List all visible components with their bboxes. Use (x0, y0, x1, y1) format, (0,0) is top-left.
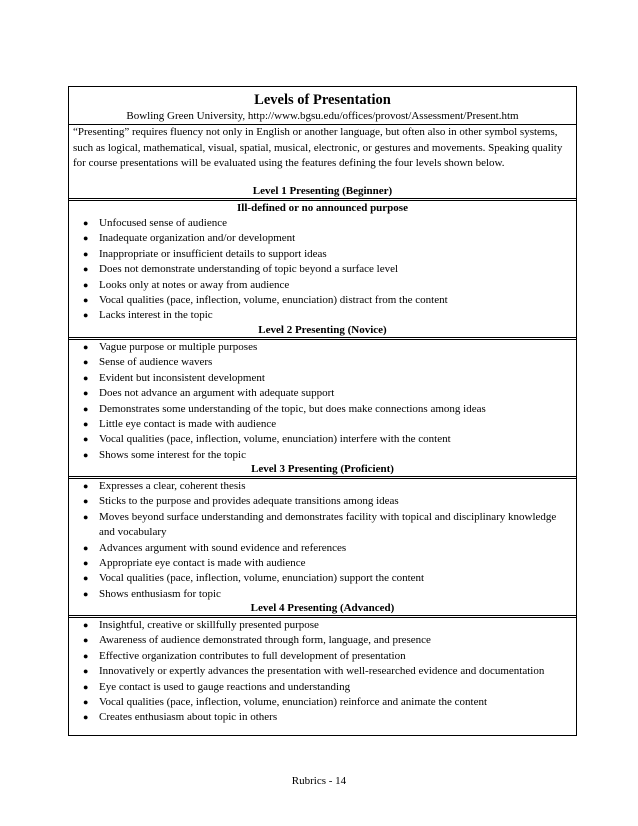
level-3-heading: Level 3 Presenting (Proficient) (251, 463, 394, 475)
bullet-icon: ● (83, 558, 89, 569)
level-1-list (69, 216, 576, 324)
list-item: ● Creates enthusiasm about topic in others (69, 710, 576, 725)
list-item: ● Appropriate eye contact is made with audience (69, 556, 576, 571)
level-1-subheading: Ill-defined or no announced purpose (237, 202, 408, 214)
list-item: ● Eye contact is used to gauge reactions and understanding (69, 680, 576, 695)
bullet-icon: ● (83, 712, 89, 723)
bullet-icon: ● (83, 496, 89, 507)
bullet-icon: ● (83, 357, 89, 368)
list-item: ● Vocal qualities (pace, inflection, volume, enunciation) interfere with the content (69, 432, 576, 447)
bullet-icon: ● (83, 295, 89, 306)
list-item: ● Vocal qualities (pace, inflection, volume, enunciation) support the content (69, 571, 576, 586)
bullet-icon: ● (83, 573, 89, 584)
bullet-icon: ● (83, 388, 89, 399)
level-3-list (69, 479, 576, 602)
list-item: ● Evident but inconsistent development (69, 371, 576, 386)
bullet-icon: ● (83, 403, 89, 414)
bullet-icon: ● (83, 233, 89, 244)
rubric-table (68, 86, 577, 736)
bullet-icon: ● (83, 620, 89, 630)
list-item: ● Does not advance an argument with adequate support (69, 386, 576, 401)
list-item: ● Effective organization contributes to full development of presentation (69, 649, 576, 664)
level-4-list (69, 618, 576, 726)
bullet-icon: ● (83, 218, 89, 228)
bullet-icon: ● (83, 666, 89, 677)
level-1-heading: Level 1 Presenting (Beginner) (252, 185, 393, 197)
intro-paragraph (73, 125, 573, 172)
list-item: ● Sticks to the purpose and provides adequate transitions among ideas (69, 494, 576, 509)
bullet-icon: ● (83, 697, 89, 708)
bullet-icon: ● (83, 264, 89, 275)
list-item: ● Moves beyond surface understanding and demonstrates facility with topical and disciplinary knowledge and vocabulary (83, 510, 557, 539)
list-item: ● Inadequate organization and/or development (69, 231, 576, 246)
list-item: ● Inappropriate or insufficient details to support ideas (69, 247, 576, 262)
source-citation: Bowling Green University, http://www.bgsu.edu/offices/provost/Assessment/Present.htm (126, 110, 519, 122)
bullet-icon: ● (83, 588, 89, 599)
level-2-heading: Level 2 Presenting (Novice) (258, 324, 387, 336)
list-item: ● Advances argument with sound evidence and references (69, 541, 576, 556)
list-item: ● Vocal qualities (pace, inflection, volume, enunciation) distract from the content (69, 293, 576, 308)
list-item: ● Vague purpose or multiple purposes (69, 340, 576, 355)
bullet-icon: ● (83, 635, 89, 646)
list-item: ● Awareness of audience demonstrated through form, language, and presence (69, 633, 576, 648)
bullet-icon: ● (83, 542, 89, 553)
list-item: ● Unfocused sense of audience (69, 216, 576, 231)
bullet-icon: ● (83, 481, 89, 491)
level-4-heading: Level 4 Presenting (Advanced) (250, 602, 395, 614)
page-title: Levels of Presentation (254, 92, 391, 108)
list-item: ● Looks only at notes or away from audience (69, 278, 576, 293)
list-item: ● Shows some interest for the topic (69, 448, 576, 463)
list-item: ● Innovatively or expertly advances the presentation with well-researched evidence and documentation (69, 664, 576, 679)
list-item: ● Demonstrates some understanding of the topic, but does make connections among ideas (69, 402, 576, 417)
list-item: ● Insightful, creative or skillfully presented purpose (69, 618, 576, 633)
page-footer: Rubrics - 14 (291, 775, 347, 787)
list-item: ● Lacks interest in the topic (69, 308, 576, 323)
bullet-icon: ● (83, 372, 89, 383)
bullet-icon: ● (83, 449, 89, 460)
bullet-icon: ● (83, 342, 89, 352)
bullet-icon: ● (83, 650, 89, 661)
bullet-icon: ● (83, 434, 89, 445)
bullet-icon: ● (83, 310, 89, 321)
bullet-icon: ● (83, 419, 89, 430)
list-item: ● Expresses a clear, coherent thesis (69, 479, 576, 494)
list-item: ● Shows enthusiasm for topic (69, 587, 576, 602)
bullet-icon: ● (83, 681, 89, 692)
level-2-list (69, 340, 576, 463)
list-item: ● Does not demonstrate understanding of topic beyond a surface level (69, 262, 576, 277)
list-item: ● Vocal qualities (pace, inflection, volume, enunciation) reinforce and animate the content (69, 695, 576, 710)
list-item: ● Little eye contact is made with audience (69, 417, 576, 432)
list-item: ● Sense of audience wavers (69, 355, 576, 370)
intro-text: “Presenting” requires fluency not only in English or another language, but often also in other symbol systems, such as logical, mathematical, visual, spatial, musical, electronic, or gestures and movements. Speaking quality for course presentations will be evaluated using the features defining the four levels shown below. (73, 126, 563, 170)
bullet-icon: ● (83, 511, 89, 522)
bullet-icon: ● (83, 248, 89, 259)
bullet-icon: ● (83, 279, 89, 290)
